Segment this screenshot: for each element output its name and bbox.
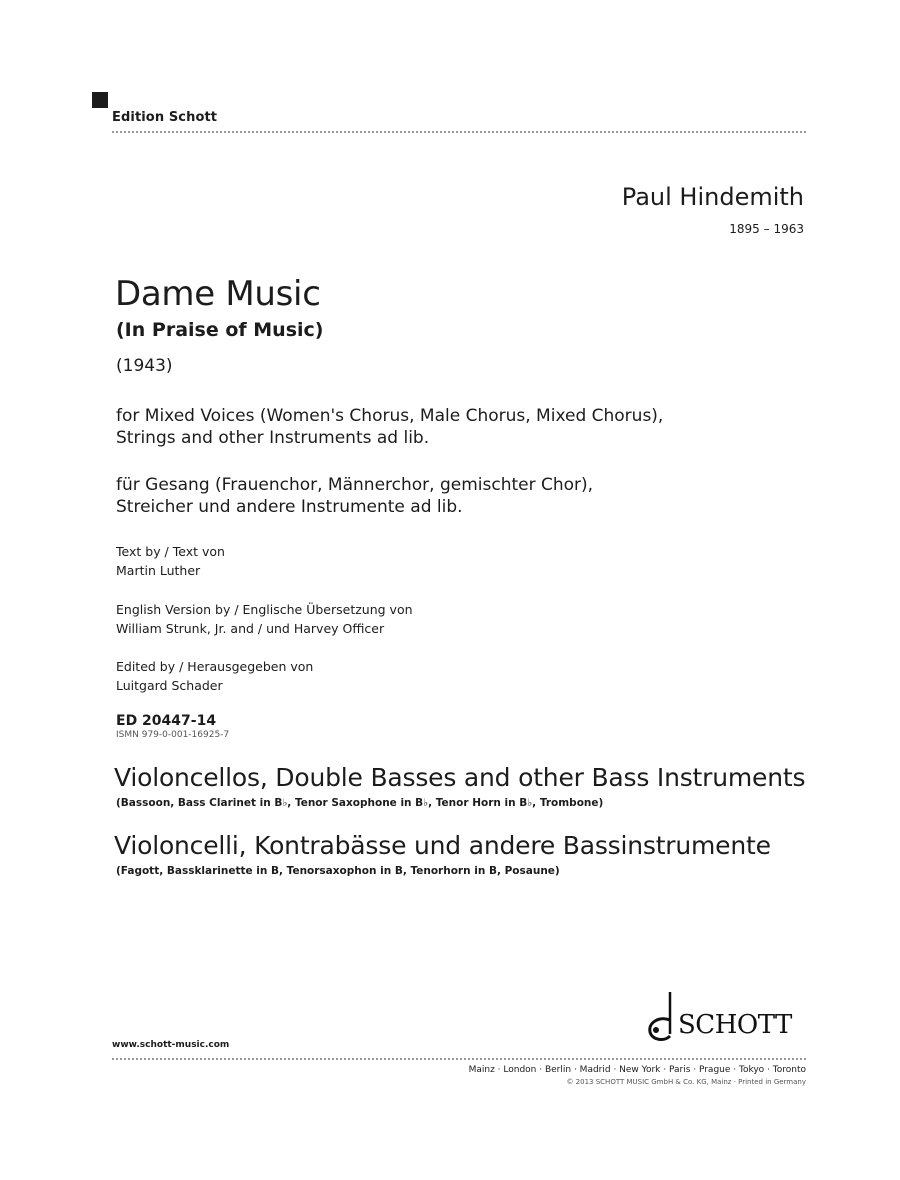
copyright-line: © 2013 SCHOTT MUSIC GmbH & Co. KG, Mainz · Printed in Germany	[566, 1078, 806, 1086]
publisher-wordmark: SCHOTT	[678, 1010, 792, 1040]
clef-icon	[642, 990, 682, 1050]
scoring-de-line-1: für Gesang (Frauenchor, Männerchor, gemischter Chor),	[116, 475, 594, 495]
english-version-names: William Strunk, Jr. and / und Harvey Officer	[116, 621, 385, 636]
bottom-divider	[112, 1058, 806, 1060]
part-heading-de: Violoncelli, Kontrabässe und andere Bassinstrumente	[114, 831, 771, 860]
edited-by-label: Edited by / Herausgegeben von	[116, 659, 314, 674]
text-by-label: Text by / Text von	[116, 544, 225, 559]
work-year: (1943)	[116, 356, 173, 376]
composer-name: Paul Hindemith	[621, 183, 804, 211]
scoring-de-line-2: Streicher und andere Instrumente ad lib.	[116, 497, 463, 517]
edition-label: Edition Schott	[112, 110, 218, 125]
part-heading-en: Violoncellos, Double Basses and other Bass Instruments	[114, 763, 806, 792]
website-link[interactable]: www.schott-music.com	[112, 1040, 230, 1050]
scoring-en-line-1: for Mixed Voices (Women's Chorus, Male Chorus, Mixed Chorus),	[116, 406, 664, 426]
part-instruments-en: (Bassoon, Bass Clarinet in B♭, Tenor Saxophone in B♭, Tenor Horn in B♭, Trombone)	[116, 797, 604, 809]
publisher-logo	[642, 990, 812, 1050]
work-subtitle: (In Praise of Music)	[116, 319, 324, 341]
english-version-label: English Version by / Englische Übersetzung von	[116, 602, 413, 617]
composer-dates: 1895 – 1963	[729, 222, 804, 236]
text-by-name: Martin Luther	[116, 563, 201, 578]
edited-by-name: Luitgard Schader	[116, 678, 223, 693]
ismn-number: ISMN 979-0-001-16925-7	[116, 730, 230, 740]
publisher-cities: Mainz · London · Berlin · Madrid · New York · Paris · Prague · Tokyo · Toronto	[468, 1065, 806, 1075]
work-title: Dame Music	[115, 274, 321, 314]
part-instruments-de: (Fagott, Bassklarinette in B, Tenorsaxophon in B, Tenorhorn in B, Posaune)	[116, 865, 560, 877]
edition-number: ED 20447-14	[116, 713, 217, 729]
top-divider	[112, 131, 806, 133]
scoring-en-line-2: Strings and other Instruments ad lib.	[116, 428, 430, 448]
edition-mark	[92, 92, 108, 108]
